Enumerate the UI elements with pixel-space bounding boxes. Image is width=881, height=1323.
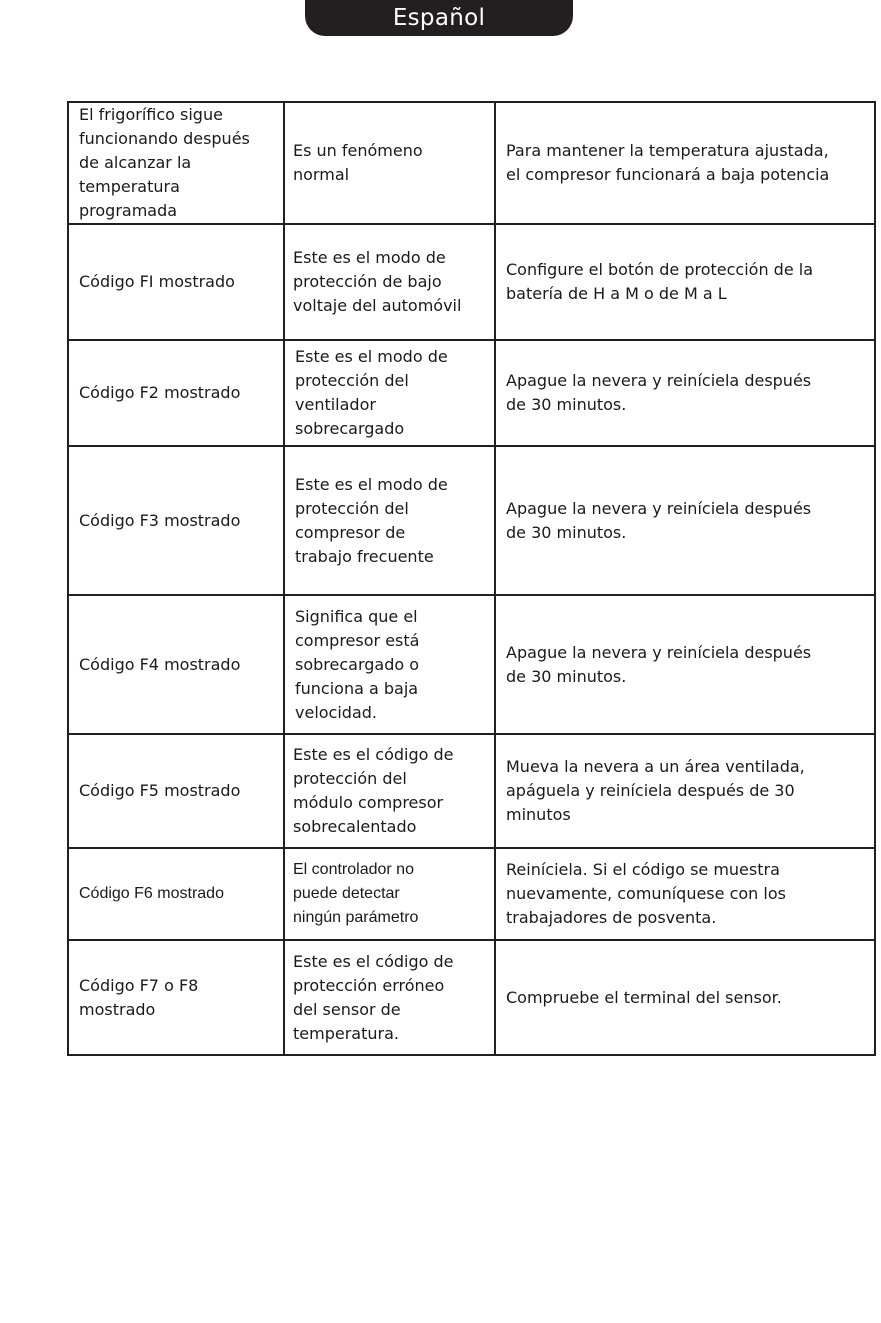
- cause-text: Este es el modo de protección del ventilador sobrecargado: [295, 347, 448, 438]
- problem-cell: [68, 446, 284, 595]
- table-row: [68, 102, 875, 224]
- solution-cell: [495, 734, 875, 848]
- solution-text: Reiníciela. Si el código se muestra nuevamente, comuníquese con los trabajadores de posventa.: [506, 860, 786, 927]
- cause-text: El controlador no puede detectar ningún parámetro: [293, 861, 419, 926]
- solution-cell: [495, 446, 875, 595]
- problem-text: Código F2 mostrado: [79, 383, 241, 402]
- problem-cell: [68, 340, 284, 446]
- solution-cell: [495, 595, 875, 734]
- cause-cell: [284, 446, 495, 595]
- cause-cell: [284, 734, 495, 848]
- solution-cell: [495, 102, 875, 224]
- solution-text: Mueva la nevera a un área ventilada, apáguela y reiníciela después de 30 minutos: [506, 757, 805, 824]
- table-row: [68, 940, 875, 1055]
- language-tab: [305, 0, 573, 36]
- cause-text: Es un fenómeno normal: [293, 141, 423, 184]
- cause-text: Este es el código de protección del módulo compresor sobrecalentado: [293, 745, 454, 836]
- problem-text: Código F3 mostrado: [79, 510, 241, 530]
- solution-text: Apague la nevera y reiníciela después de 30 minutos.: [506, 371, 812, 414]
- cause-cell: [284, 595, 495, 734]
- problem-cell: [68, 940, 284, 1055]
- problem-cell: [68, 734, 284, 848]
- table-row: [68, 595, 875, 734]
- solution-text: Compruebe el terminal del sensor.: [506, 987, 782, 1007]
- problem-cell: [68, 848, 284, 940]
- language-label: Español: [392, 5, 486, 31]
- problem-text: Código F7 o F8 mostrado: [79, 975, 199, 1019]
- problem-text: Código FI mostrado: [79, 272, 235, 291]
- cause-text: Este es el modo de protección del compresor de trabajo frecuente: [295, 474, 448, 566]
- solution-text: Apague la nevera y reiníciela después de 30 minutos.: [506, 642, 812, 686]
- cause-cell: [284, 848, 495, 940]
- cause-cell: [284, 940, 495, 1055]
- problem-text: Código F5 mostrado: [79, 781, 241, 800]
- problem-text: El frigorífico sigue funcionando después de alcanzar la temperatura programada: [79, 105, 250, 220]
- table-row: [68, 224, 875, 340]
- solution-cell: [495, 224, 875, 340]
- solution-cell: [495, 848, 875, 940]
- cause-text: Significa que el compresor está sobrecargado o funciona a baja velocidad.: [295, 606, 420, 722]
- solution-text: Para mantener la temperatura ajustada, el compresor funcionará a baja potencia: [506, 141, 830, 184]
- cause-text: Este es el código de protección erróneo del sensor de temperatura.: [293, 951, 454, 1043]
- cause-cell: [284, 102, 495, 224]
- solution-cell: [495, 340, 875, 446]
- table-row: [68, 848, 875, 940]
- table-row: [68, 446, 875, 595]
- problem-cell: [68, 595, 284, 734]
- troubleshooting-table: [67, 101, 876, 1056]
- table-row: [68, 734, 875, 848]
- solution-text: Apague la nevera y reiníciela después de 30 minutos.: [506, 498, 812, 542]
- table-row: [68, 340, 875, 446]
- cause-cell: [284, 340, 495, 446]
- cause-cell: [284, 224, 495, 340]
- problem-text: Código F4 mostrado: [79, 654, 241, 674]
- cause-text: Este es el modo de protección de bajo voltaje del automóvil: [293, 248, 462, 315]
- problem-text: Código F6 mostrado: [79, 885, 224, 902]
- solution-text: Configure el botón de protección de la batería de H a M o de M a L: [506, 260, 814, 303]
- problem-cell: [68, 102, 284, 224]
- solution-cell: [495, 940, 875, 1055]
- problem-cell: [68, 224, 284, 340]
